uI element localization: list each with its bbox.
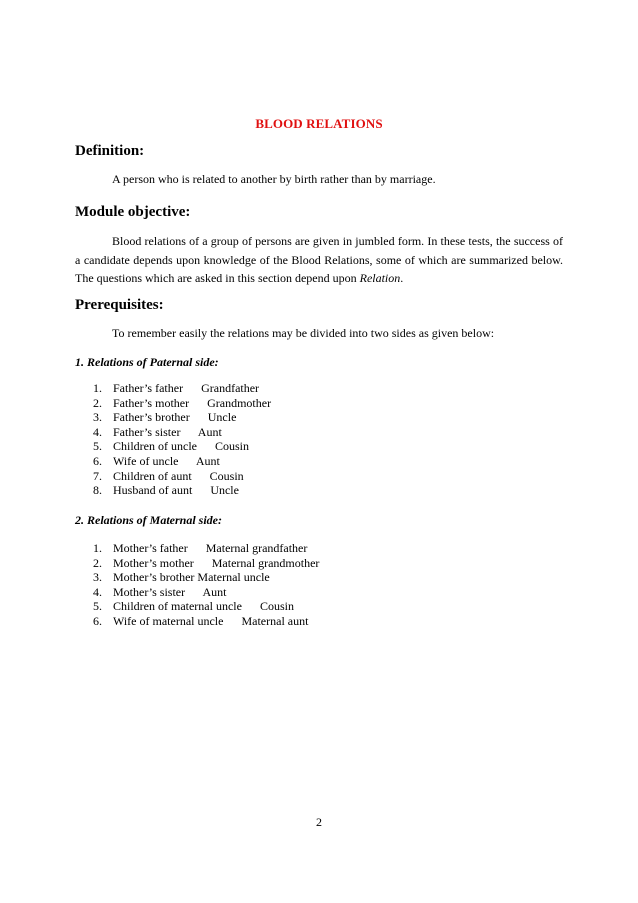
page-title: BLOOD RELATIONS	[255, 116, 383, 131]
list-item	[93, 425, 271, 440]
list-item-number: 3.	[93, 570, 102, 585]
list-item	[93, 556, 319, 571]
list-item	[93, 585, 319, 600]
list-item-text: Wife of maternal uncle Maternal aunt	[113, 613, 309, 628]
definition-heading: Definition:	[75, 143, 145, 159]
list-item	[93, 454, 271, 469]
definition-text: A person who is related to another by birth rather than by marriage.	[112, 172, 436, 186]
list-item-number: 6.	[93, 613, 102, 628]
page-number: 2	[316, 815, 322, 829]
prerequisites-text: To remember easily the relations may be divided into two sides as given below:	[112, 326, 495, 340]
list-item	[93, 599, 319, 614]
list-item-number: 8.	[93, 483, 102, 498]
list-item-text: Father’s father Grandfather	[113, 381, 260, 395]
list-item-text: Mother’s father Maternal grandfather	[113, 541, 308, 555]
list-item	[93, 483, 271, 498]
list-item	[93, 469, 271, 484]
paternal-side-heading: 1. Relations of Paternal side:	[75, 355, 219, 369]
list-item-number: 5.	[93, 599, 102, 614]
module-objective-heading: Module objective:	[75, 204, 191, 220]
list-item-number: 6.	[93, 453, 102, 468]
list-item-text: Father’s sister Aunt	[113, 424, 222, 439]
list-item-number: 2.	[93, 555, 102, 570]
list-item-number: 1.	[93, 541, 102, 555]
list-item	[93, 570, 319, 585]
list-item-text: Father’s mother Grandmother	[113, 395, 272, 410]
maternal-relations-list	[93, 541, 319, 629]
list-item-number: 7.	[93, 468, 102, 483]
list-item-text: Mother’s brother Maternal uncle	[113, 570, 270, 585]
list-item	[93, 541, 319, 556]
list-item-text: Husband of aunt Uncle	[113, 483, 239, 498]
list-item-text: Mother’s sister Aunt	[113, 584, 227, 599]
list-item-number: 1.	[93, 381, 102, 395]
paternal-relations-list	[93, 381, 271, 498]
module-objective-text-end: .	[400, 271, 404, 285]
list-item	[93, 381, 271, 396]
list-item-text: Children of aunt Cousin	[113, 468, 244, 483]
list-item-number: 5.	[93, 439, 102, 454]
list-item-number: 4.	[93, 584, 102, 599]
list-item	[93, 410, 271, 425]
list-item-text: Children of maternal uncle Cousin	[113, 599, 294, 614]
prerequisites-heading: Prerequisites:	[75, 297, 164, 313]
list-item-text: Children of uncle Cousin	[113, 439, 249, 454]
list-item-text: Father’s brother Uncle	[113, 410, 237, 425]
module-objective-text-italic: Relation	[359, 271, 401, 285]
list-item-number: 3.	[93, 410, 102, 425]
list-item-text: Mother’s mother Maternal grandmother	[113, 555, 320, 570]
module-objective-text-main: Blood relations of a group of persons are given in jumbled form. In these tests, the success of a candidate depends upon knowledge of the Blood Relations, some of which are summarized below. The questions which are asked in this section depend upon	[75, 234, 563, 285]
module-objective-text	[75, 232, 563, 288]
maternal-side-heading: 2. Relations of Maternal side:	[75, 513, 223, 527]
list-item	[93, 396, 271, 411]
list-item-number: 4.	[93, 424, 102, 439]
list-item-number: 2.	[93, 395, 102, 410]
list-item	[93, 614, 319, 629]
list-item-text: Wife of uncle Aunt	[113, 453, 220, 468]
list-item	[93, 439, 271, 454]
